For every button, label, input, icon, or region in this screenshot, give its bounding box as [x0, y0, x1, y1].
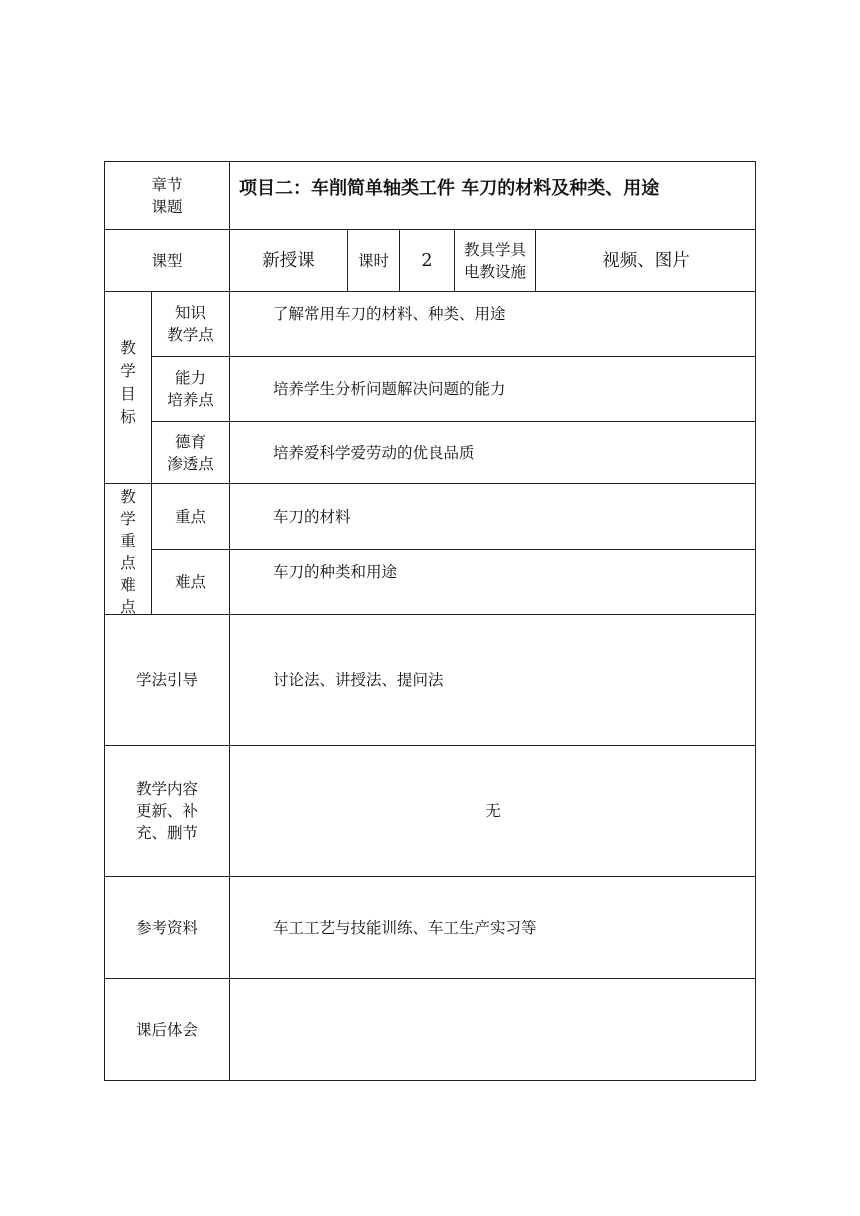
keypoint-difficult-label: 难点 — [151, 549, 229, 614]
method-value: 讨论法、讲授法、提问法 — [229, 614, 756, 745]
keypoints-group-label: 教 学 重 点 难 点 — [105, 483, 151, 614]
aids-label: 教具学具 电教设施 — [454, 229, 535, 291]
hours-value: 2 — [399, 229, 454, 291]
objectives-group-label: 教 学 目 标 — [105, 291, 151, 483]
hours-label: 课时 — [347, 229, 399, 291]
objective-knowledge-label: 知识 教学点 — [151, 291, 229, 356]
reflection-value[interactable] — [229, 978, 756, 1080]
objective-moral-value: 培养爱科学爱劳动的优良品质 — [229, 421, 756, 483]
objective-ability-value: 培养学生分析问题解决问题的能力 — [229, 356, 756, 421]
reference-value: 车工工艺与技能训练、车工生产实习等 — [229, 876, 756, 978]
update-label: 教学内容 更新、补 充、删节 — [105, 745, 229, 876]
update-value: 无 — [229, 745, 756, 876]
objective-knowledge-value: 了解常用车刀的材料、种类、用途 — [229, 291, 756, 356]
objective-moral-label: 德育 渗透点 — [151, 421, 229, 483]
type-label: 课型 — [105, 229, 229, 291]
chapter-label: 章节 课题 — [151, 175, 183, 216]
type-value: 新授课 — [229, 229, 347, 291]
lesson-plan-table — [104, 161, 756, 1081]
keypoint-difficult-value: 车刀的种类和用途 — [229, 549, 756, 614]
reflection-label: 课后体会 — [105, 978, 229, 1080]
chapter-title: 项目二：车削简单轴类工件 车刀的材料及种类、用途 — [229, 162, 756, 229]
keypoint-important-label: 重点 — [151, 483, 229, 549]
reference-label: 参考资料 — [105, 876, 229, 978]
aids-value: 视频、图片 — [535, 229, 756, 291]
objective-ability-label: 能力 培养点 — [151, 356, 229, 421]
keypoint-important-value: 车刀的材料 — [229, 483, 756, 549]
method-label: 学法引导 — [105, 614, 229, 745]
